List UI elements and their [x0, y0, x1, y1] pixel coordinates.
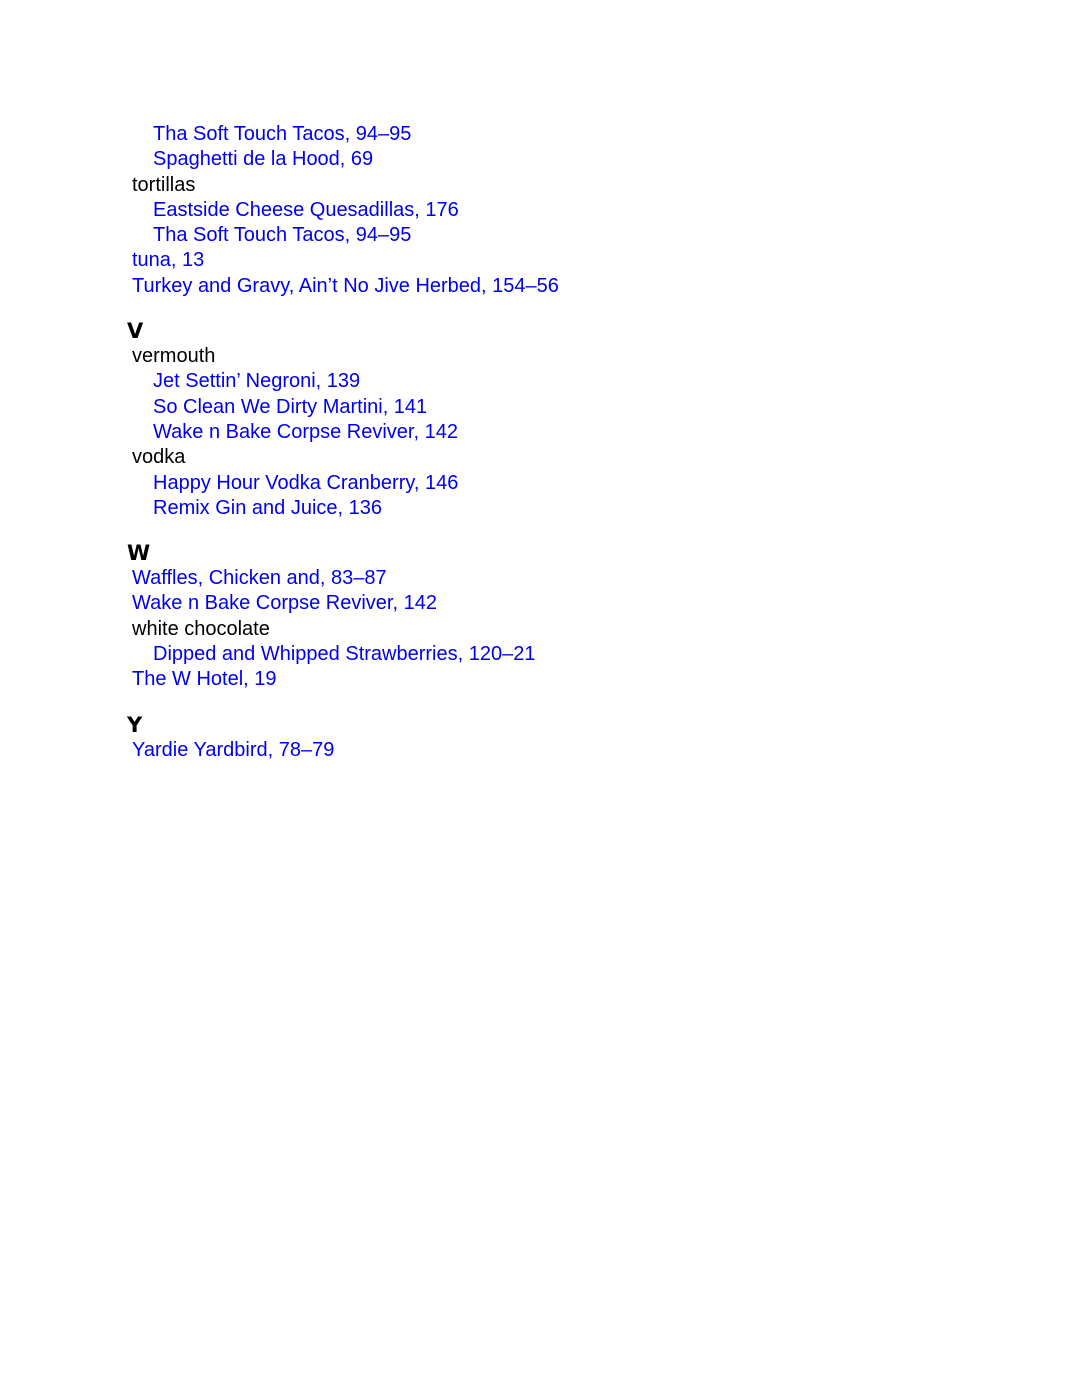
t-continued-group [0, 122, 1077, 299]
index-entry-link[interactable]: Remix Gin and Juice, 136 [153, 496, 383, 519]
section-v [0, 320, 1077, 521]
index-entry-link[interactable]: Happy Hour Vodka Cranberry, 146 [153, 471, 459, 494]
index-entry-link[interactable]: Spaghetti de la Hood, 69 [153, 148, 374, 171]
index-entry-link[interactable]: Jet Settin’ Negroni, 139 [153, 370, 361, 393]
index-entry-link[interactable]: Wake n Bake Corpse Reviver, 142 [132, 592, 437, 615]
index-entry-link[interactable]: Wake n Bake Corpse Reviver, 142 [153, 420, 458, 443]
section-letter-w: W [127, 541, 151, 566]
section-letter-v: V [127, 319, 144, 344]
index-entry-link[interactable]: Dipped and Whipped Strawberries, 120–21 [153, 643, 536, 666]
index-entry-link[interactable]: Turkey and Gravy, Ain’t No Jive Herbed, 154–56 [132, 274, 559, 297]
index-entry-link[interactable]: Waffles, Chicken and, 83–87 [132, 567, 387, 590]
index-entry-link[interactable]: Yardie Yardbird, 78–79 [132, 738, 335, 761]
section-w [0, 542, 1077, 692]
index-entry-link[interactable]: Tha Soft Touch Tacos, 94–95 [153, 123, 412, 145]
section-y [0, 714, 1077, 763]
index-entry-link[interactable]: The W Hotel, 19 [132, 668, 277, 691]
index-entry-link[interactable]: So Clean We Dirty Martini, 141 [153, 395, 428, 418]
index-heading-term: tortillas [132, 173, 196, 196]
index-entry-link[interactable]: Eastside Cheese Quesadillas, 176 [153, 198, 459, 221]
index-heading-term: vodka [132, 446, 186, 469]
section-letter-y: Y [127, 712, 143, 737]
index-heading-term: vermouth [132, 345, 216, 368]
index-page [0, 122, 1077, 763]
index-entry-link[interactable]: tuna, 13 [132, 249, 205, 272]
index-heading-term: white chocolate [132, 617, 270, 640]
index-entry-link[interactable]: Tha Soft Touch Tacos, 94–95 [153, 224, 412, 247]
